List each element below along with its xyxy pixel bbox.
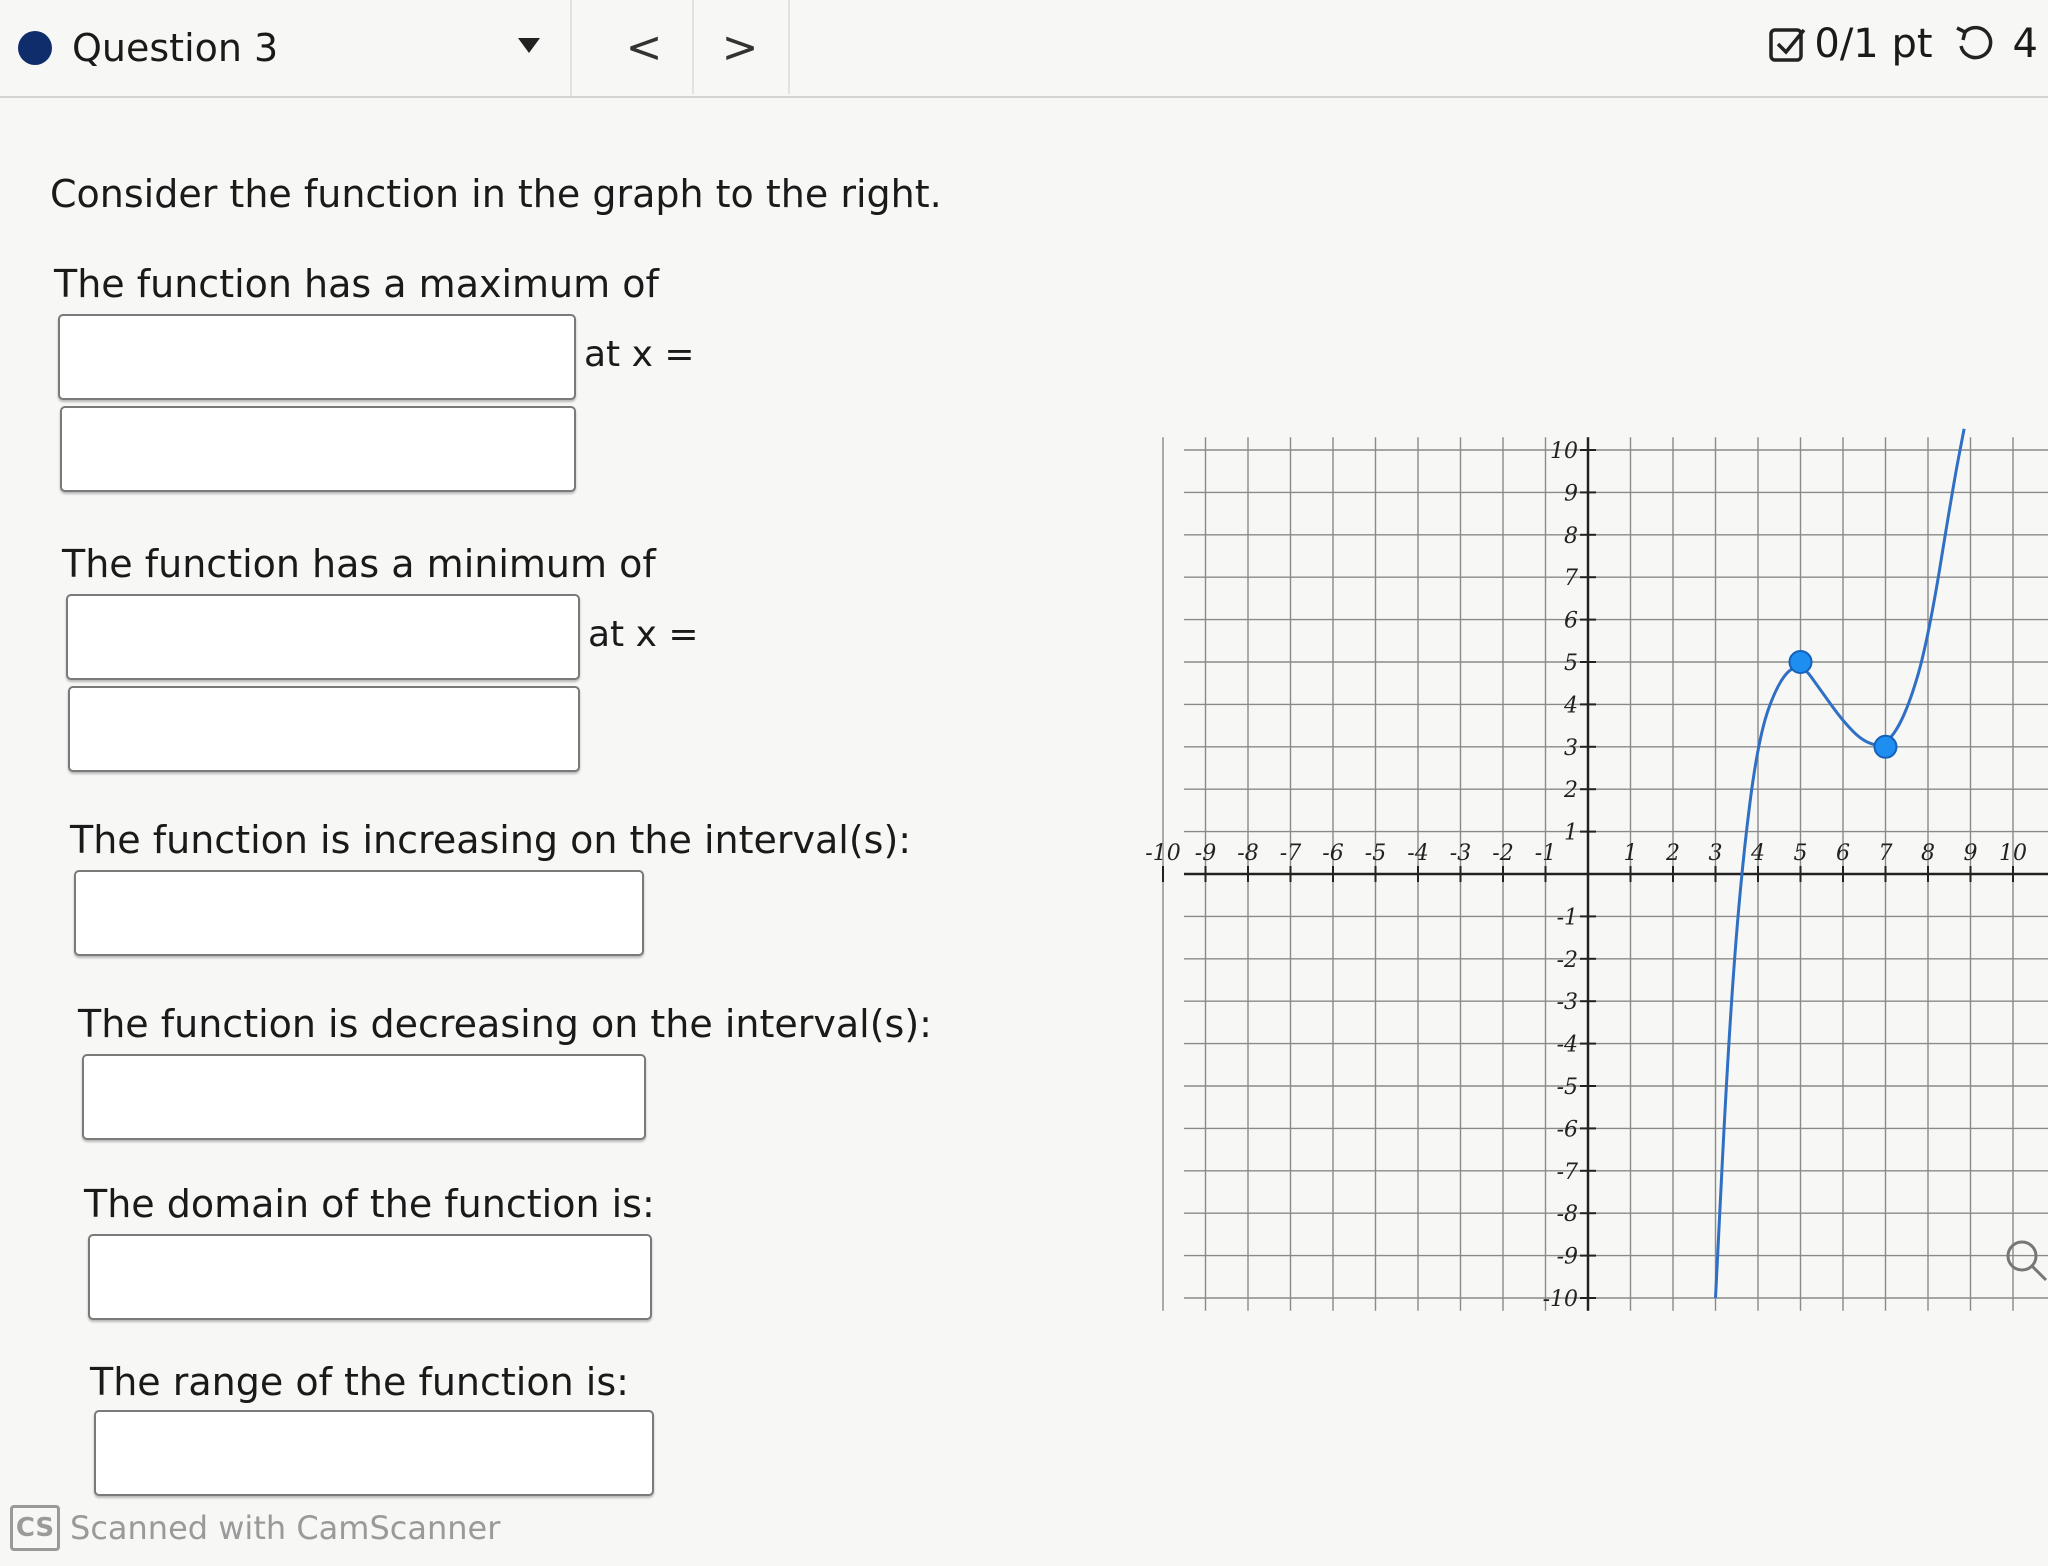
score-area: [1768, 16, 2038, 72]
y-tick-label: 8: [1564, 523, 1578, 549]
x-tick-label: 6: [1836, 841, 1850, 866]
camscanner-watermark: [10, 1502, 500, 1554]
status-dot-icon: [18, 31, 52, 65]
decreasing-interval-input[interactable]: [82, 1054, 646, 1140]
decreasing-prompt: The function is decreasing on the interval(s):: [78, 1002, 932, 1046]
caret-down-icon[interactable]: [518, 38, 540, 53]
y-tick-label: -3: [1556, 990, 1578, 1016]
y-tick-label: 5: [1564, 651, 1578, 676]
x-tick-label: 4: [1751, 841, 1765, 866]
x-tick-label: -7: [1279, 841, 1302, 866]
minimum-value-input[interactable]: [66, 594, 580, 680]
y-tick-label: -8: [1556, 1202, 1578, 1228]
y-tick-label: -5: [1556, 1075, 1578, 1100]
x-tick-label: 7: [1878, 841, 1893, 866]
y-tick-label: 7: [1564, 566, 1578, 592]
next-question-button[interactable]: [692, 0, 790, 94]
extremum-point: [1790, 651, 1812, 673]
x-tick-label: -10: [1145, 841, 1181, 866]
y-tick-label: 3: [1564, 735, 1578, 761]
x-tick-label: -9: [1194, 841, 1217, 866]
x-tick-label: 10: [1999, 841, 2027, 866]
checkbox-icon: [1768, 24, 1808, 64]
y-tick-label: 6: [1564, 608, 1578, 634]
y-tick-label: 2: [1564, 778, 1578, 804]
maximum-x-input[interactable]: [60, 406, 576, 492]
x-tick-label: 1: [1623, 841, 1638, 866]
domain-input[interactable]: [88, 1234, 652, 1320]
camscanner-text: Scanned with CamScanner: [70, 1509, 501, 1547]
y-tick-label: -4: [1556, 1032, 1578, 1058]
x-tick-label: 2: [1666, 841, 1680, 866]
maximum-at-x-label: at x =: [584, 334, 695, 375]
score-text: 0/1 pt: [1814, 21, 1933, 67]
x-tick-label: 8: [1921, 841, 1935, 866]
magnify-icon[interactable]: [2002, 1236, 2048, 1282]
minimum-at-x-label: at x =: [588, 614, 699, 655]
x-tick-label: -8: [1237, 841, 1259, 866]
question-intro: Consider the function in the graph to the right.: [50, 172, 942, 216]
y-tick-label: 9: [1564, 481, 1578, 507]
y-tick-label: 1: [1564, 820, 1578, 846]
question-label: Question 3: [72, 26, 279, 70]
chevron-right-icon: >: [721, 21, 759, 73]
y-tick-label: 10: [1550, 439, 1578, 464]
increasing-interval-input[interactable]: [74, 870, 644, 956]
retry-icon[interactable]: [1953, 22, 1997, 66]
previous-question-button[interactable]: [596, 0, 694, 94]
extremum-point: [1875, 736, 1897, 758]
question-header: [0, 0, 2048, 98]
x-tick-label: 9: [1963, 841, 1978, 866]
attempts-count: 4: [2012, 21, 2038, 67]
minimum-prompt: The function has a minimum of: [62, 542, 656, 586]
y-tick-label: -7: [1556, 1159, 1578, 1185]
y-tick-label: -6: [1556, 1117, 1578, 1143]
y-tick-label: -10: [1542, 1287, 1578, 1312]
y-tick-label: -1: [1556, 905, 1578, 931]
camscanner-logo: CS: [10, 1505, 60, 1551]
domain-prompt: The domain of the function is:: [84, 1182, 655, 1226]
x-tick-label: 3: [1708, 841, 1723, 866]
function-graph: [1145, 400, 2048, 1312]
graph-tick-labels: [1145, 439, 2027, 1312]
range-input[interactable]: [94, 1410, 654, 1496]
maximum-value-input[interactable]: [58, 314, 576, 400]
minimum-x-input[interactable]: [68, 686, 580, 772]
y-tick-label: -2: [1556, 947, 1578, 973]
graph-axes: [1163, 437, 2048, 1310]
x-tick-label: -3: [1449, 841, 1472, 866]
x-tick-label: 5: [1793, 841, 1808, 866]
question-selector[interactable]: [10, 0, 572, 96]
x-tick-label: -2: [1492, 841, 1514, 866]
x-tick-label: -4: [1407, 841, 1429, 866]
y-tick-label: -9: [1556, 1244, 1578, 1270]
x-tick-label: -5: [1364, 841, 1387, 866]
increasing-prompt: The function is increasing on the interval(s):: [70, 818, 912, 862]
x-tick-label: -1: [1534, 841, 1557, 866]
chevron-left-icon: <: [625, 21, 663, 73]
x-tick-label: -6: [1322, 841, 1344, 866]
maximum-prompt: The function has a maximum of: [54, 262, 659, 306]
y-tick-label: 4: [1564, 693, 1578, 719]
range-prompt: The range of the function is:: [90, 1360, 629, 1404]
